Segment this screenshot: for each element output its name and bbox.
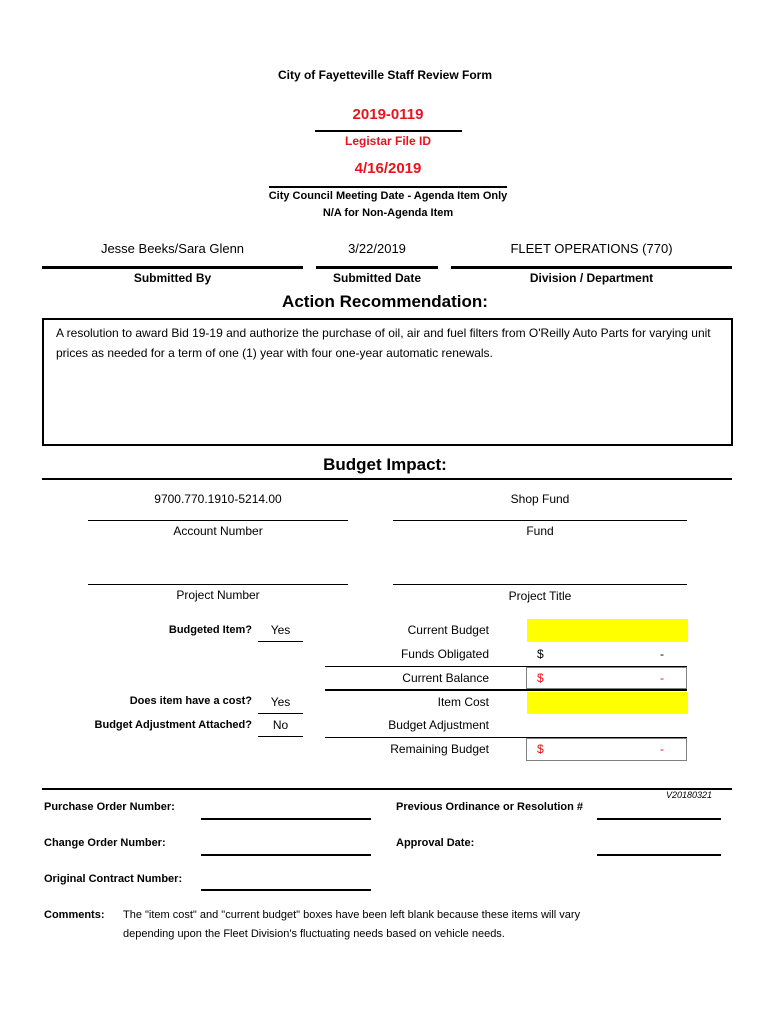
submitted-by-line <box>42 266 303 269</box>
purchase-order-label: Purchase Order Number: <box>44 801 175 813</box>
division-value: FLEET OPERATIONS (770) <box>510 241 673 256</box>
current-balance-line <box>325 689 687 691</box>
comments-line-1: The "item cost" and "current budget" boxes have been left blank because these items will vary <box>123 909 581 921</box>
current-balance-currency: $ <box>537 671 544 685</box>
approval-date-label: Approval Date: <box>396 837 475 849</box>
action-text: A resolution to award Bid 19-19 and authorize the purchase of oil, air and fuel filters from O'Reilly Auto Parts for varying unit prices as needed for a term of one (1) year with four one-year automatic renewals. <box>56 326 711 360</box>
account-number-line <box>88 520 348 521</box>
has-cost-line <box>258 713 303 714</box>
legistar-label: Legistar File ID <box>344 134 432 148</box>
division-label: Division / Department <box>529 271 654 285</box>
adjustment-attached-label: Budget Adjustment Attached? <box>94 719 252 731</box>
approval-date-line[interactable] <box>597 854 721 856</box>
meeting-date: 4/16/2019 <box>354 160 422 177</box>
remaining-budget-label: Remaining Budget <box>390 742 489 756</box>
action-heading: Action Recommendation: <box>282 292 488 311</box>
has-cost-label: Does item have a cost? <box>129 695 252 707</box>
funds-obligated-value: - <box>660 647 664 661</box>
account-number-label: Account Number <box>173 524 263 538</box>
meeting-underline <box>269 186 507 188</box>
action-box <box>42 318 733 446</box>
current-balance-value: - <box>660 671 664 685</box>
purchase-order-line[interactable] <box>201 818 371 820</box>
budgeted-item-line <box>258 641 303 642</box>
budget-adjustment-label: Budget Adjustment <box>388 718 489 732</box>
funds-obligated-label: Funds Obligated <box>400 647 489 661</box>
project-title-line <box>393 584 687 585</box>
submitted-by-value: Jesse Beeks/Sara Glenn <box>100 241 245 256</box>
budgeted-item-value: Yes <box>270 623 291 637</box>
legistar-underline <box>315 130 462 132</box>
budget-heading-line <box>42 478 732 480</box>
previous-ordinance-line[interactable] <box>597 818 721 820</box>
account-number-value: 9700.770.1910-5214.00 <box>154 492 282 506</box>
division-line <box>451 266 732 269</box>
fund-line <box>393 520 687 521</box>
meeting-na-label: N/A for Non-Agenda Item <box>322 207 454 219</box>
submitted-date-line <box>316 266 438 269</box>
change-order-label: Change Order Number: <box>44 837 166 849</box>
original-contract-line[interactable] <box>201 889 371 891</box>
submitted-date-label: Submitted Date <box>332 271 421 285</box>
original-contract-label: Original Contract Number: <box>44 873 183 885</box>
budget-heading: Budget Impact: <box>323 455 447 474</box>
submitted-by-label: Submitted By <box>133 271 212 285</box>
version-label: V20180321 <box>665 790 712 800</box>
project-number-label: Project Number <box>176 588 260 602</box>
has-cost-value: Yes <box>270 695 291 709</box>
adjustment-attached-line <box>258 736 303 737</box>
comments-label: Comments: <box>44 909 105 921</box>
current-budget-cell[interactable] <box>527 619 688 642</box>
item-cost-cell[interactable] <box>527 692 688 714</box>
meeting-label: City Council Meeting Date - Agenda Item Only <box>268 190 508 202</box>
item-cost-label: Item Cost <box>437 695 489 709</box>
submitted-date-value: 3/22/2019 <box>348 241 406 256</box>
current-balance-label: Current Balance <box>402 671 489 685</box>
budgeted-item-label: Budgeted Item? <box>168 624 252 636</box>
project-title-label: Project Title <box>508 589 572 603</box>
funds-obligated-currency: $ <box>537 647 544 661</box>
remaining-budget-value: - <box>660 742 664 756</box>
fund-value: Shop Fund <box>510 492 570 506</box>
adjustment-attached-value: No <box>272 718 289 732</box>
remaining-budget-currency: $ <box>537 742 544 756</box>
fund-label: Fund <box>526 524 554 538</box>
previous-ordinance-label: Previous Ordinance or Resolution # <box>396 801 584 813</box>
change-order-line[interactable] <box>201 854 371 856</box>
current-budget-label: Current Budget <box>407 623 489 637</box>
project-number-line <box>88 584 348 585</box>
comments-line-2: depending upon the Fleet Division's fluctuating needs based on vehicle needs. <box>123 928 505 940</box>
form-title: City of Fayetteville Staff Review Form <box>277 68 493 82</box>
legistar-id: 2019-0119 <box>352 106 424 123</box>
